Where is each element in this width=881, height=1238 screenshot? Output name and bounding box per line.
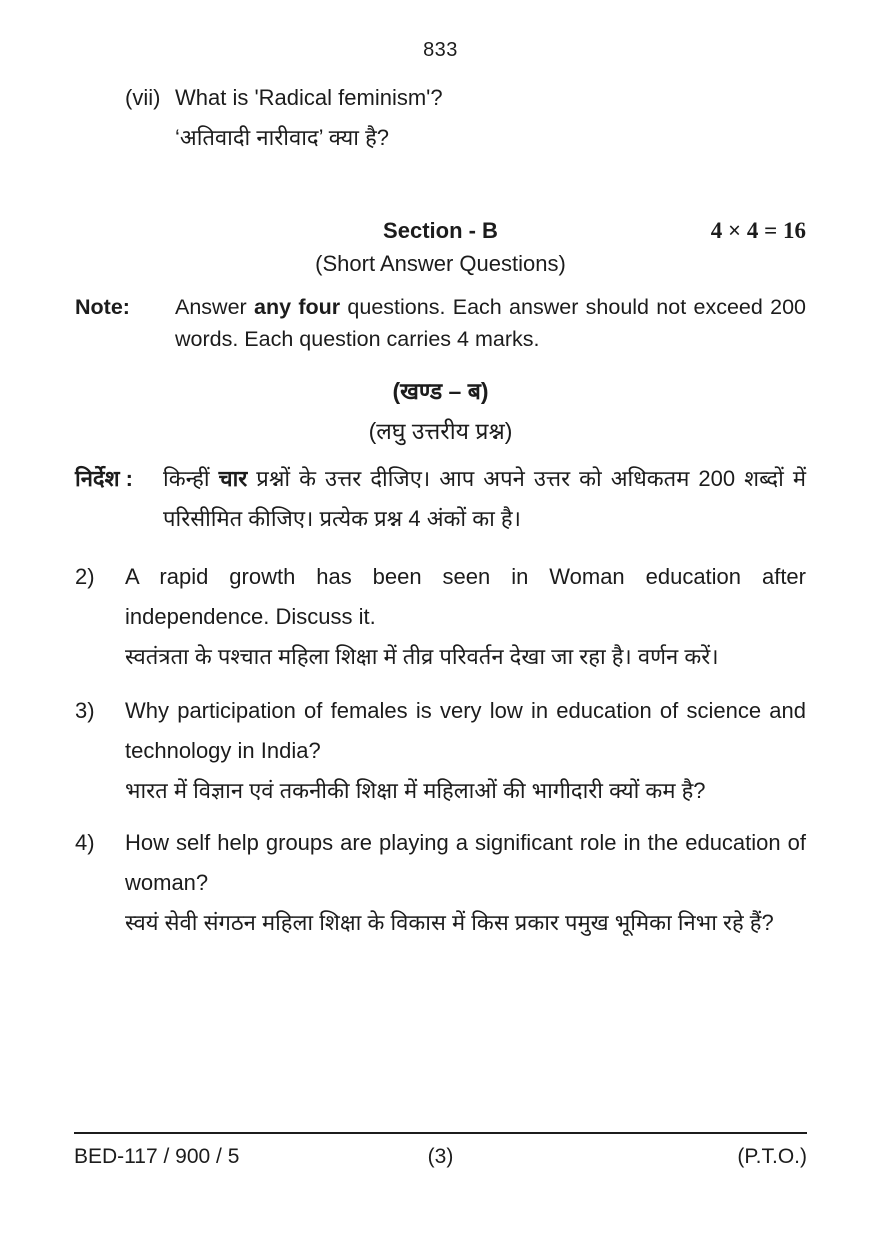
note-label: Note: bbox=[75, 295, 130, 319]
section-header bbox=[75, 216, 806, 249]
question-3-hindi: भारत में विज्ञान एवं तकनीकी शिक्षा में महिलाओं की भागीदारी क्यों कम है? bbox=[125, 778, 706, 803]
page-footer-row bbox=[74, 1143, 807, 1171]
question-vii-english: What is 'Radical feminism'? bbox=[175, 85, 443, 110]
direction-label: निर्देश : bbox=[75, 466, 133, 491]
note-block bbox=[75, 291, 806, 355]
question-vii-label: (vii) bbox=[125, 85, 161, 110]
page-header-number: 833 bbox=[423, 39, 458, 61]
question-4-english: How self help groups are playing a significant role in the education of woman? bbox=[125, 830, 806, 895]
question-vii bbox=[125, 78, 806, 158]
direction-block bbox=[75, 459, 806, 539]
question-3-english: Why participation of females is very low in education of science and technology in India? bbox=[125, 698, 806, 763]
question-2 bbox=[75, 557, 806, 677]
note-text-post: questions. Each answer should not exceed 200 words. Each question carries 4 marks. bbox=[175, 295, 806, 351]
question-2-hindi: स्वतंत्रता के पश्चात महिला शिक्षा में तीव्र परिवर्तन देखा जा रहा है। वर्णन करें। bbox=[125, 644, 719, 669]
page-footer bbox=[74, 1132, 807, 1171]
question-2-number: 2) bbox=[75, 564, 95, 589]
section-marks: 4 × 4 = 16 bbox=[710, 218, 806, 243]
question-vii-hindi: ‘अतिवादी नारीवाद’ क्या है? bbox=[175, 125, 390, 150]
section-subtitle: (Short Answer Questions) bbox=[315, 251, 566, 276]
footer-paper-code: BED-117 / 900 / 5 bbox=[74, 1145, 240, 1168]
question-vii-body bbox=[175, 78, 806, 158]
question-3-number: 3) bbox=[75, 698, 95, 723]
direction-text bbox=[163, 459, 806, 539]
direction-text-post: प्रश्नों के उत्तर दीजिए। आप अपने उत्तर को अधिकतम 200 शब्दों में परिसीमित कीजिए। प्रत्येक प्रश्न 4 अंकों का है। bbox=[163, 466, 806, 531]
direction-text-bold: चार bbox=[218, 466, 248, 491]
question-4 bbox=[75, 823, 806, 943]
question-2-english: A rapid growth has been seen in Woman education after independence. Discuss it. bbox=[125, 564, 806, 629]
note-text-bold: any four bbox=[254, 295, 341, 319]
note-text-pre: Answer bbox=[175, 295, 254, 319]
question-2-body bbox=[125, 557, 806, 677]
hindi-section-title: (खण्ड – ब) bbox=[392, 378, 489, 404]
hindi-section-subtitle: (लघु उत्तरीय प्रश्न) bbox=[368, 418, 513, 444]
question-4-body bbox=[125, 823, 806, 943]
question-4-hindi: स्वयं सेवी संगठन महिला शिक्षा के विकास में किस प्रकार पमुख भूमिका निभा रहे हैं? bbox=[125, 910, 774, 935]
question-4-number: 4) bbox=[75, 830, 95, 855]
direction-text-pre: किन्हीं bbox=[163, 466, 219, 491]
footer-pto: (P.T.O.) bbox=[737, 1145, 807, 1168]
question-3 bbox=[75, 691, 806, 811]
note-text bbox=[175, 291, 806, 355]
question-3-body bbox=[125, 691, 806, 811]
section-title: Section - B bbox=[383, 218, 498, 243]
footer-page-number: (3) bbox=[427, 1145, 454, 1168]
